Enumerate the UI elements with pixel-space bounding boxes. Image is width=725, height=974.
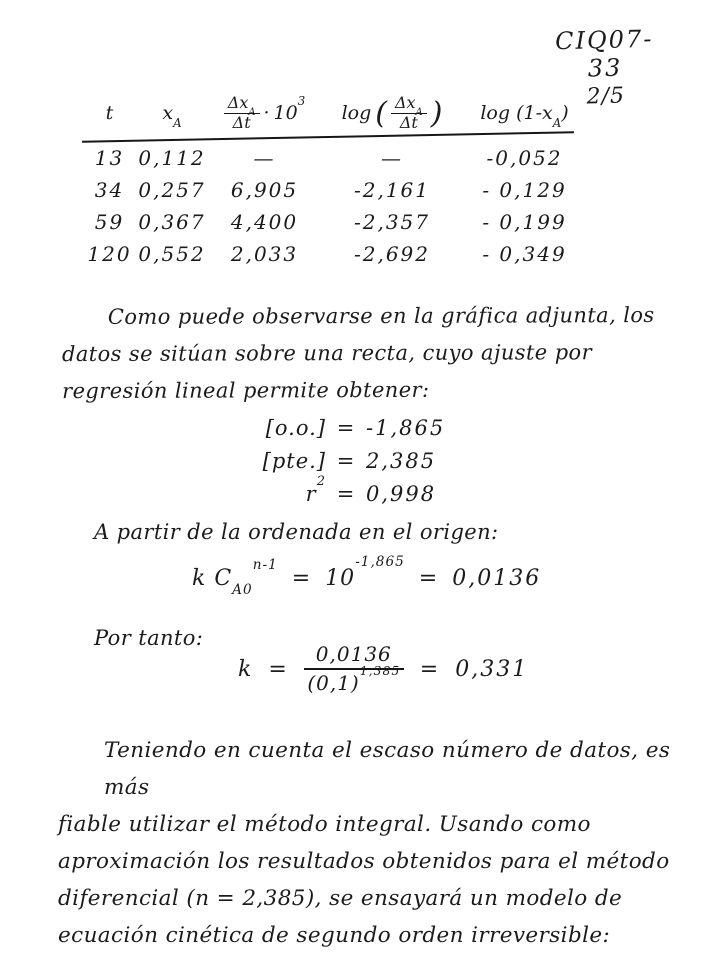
header-t-label: t	[105, 102, 114, 124]
column-header-rate	[207, 92, 322, 132]
kcao-result: 0,0136	[452, 566, 542, 591]
cell-logx: - 0,199	[482, 210, 567, 234]
k-fraction-denominator: $(0,1)^{1,385}$	[307, 662, 401, 695]
paragraph-line: Como puede observarse en la gráfica adjunta, los	[107, 303, 655, 329]
cell-rate: 2,033	[230, 242, 299, 266]
cell-t: 34	[94, 178, 125, 202]
equals-sign: =	[336, 482, 356, 506]
column-header-xa	[137, 102, 207, 131]
rate-fraction-denominator: Δt	[232, 112, 251, 132]
paragraph-line: regresión lineal permite obtener:	[62, 377, 430, 404]
equation-kcao	[192, 553, 542, 599]
column-header-lograte	[322, 92, 462, 132]
r-squared-label: $r^2$	[305, 474, 326, 506]
equals-sign: =	[291, 566, 312, 591]
kcao-lhs: k $C_{A0}^{n-1}$	[192, 556, 278, 599]
cell-xa: 0,112	[138, 146, 206, 170]
lograte-open-paren: (	[375, 95, 387, 131]
cell-xa: 0,552	[138, 242, 206, 266]
cell-logx: - 0,129	[482, 178, 567, 202]
table-row	[82, 142, 592, 174]
section-heading-por-tanto: Por tanto:	[94, 626, 204, 650]
regression-results	[238, 416, 445, 515]
column-header-t	[82, 102, 137, 124]
doc-code: CIQ07-33	[554, 24, 654, 83]
kinetics-data-table	[82, 90, 592, 270]
k-fraction-numerator: 0,0136	[304, 644, 404, 670]
section-heading-ordinate: A partir de la ordenada en el origen:	[94, 520, 499, 544]
cell-rate: —	[253, 146, 276, 170]
paragraph-conclusion	[58, 732, 708, 954]
equals-sign: =	[418, 566, 439, 591]
rate-fraction	[224, 92, 260, 132]
paragraph-line: fiable utilizar el método integral. Usando como	[58, 812, 591, 837]
equation-intercept	[238, 416, 445, 449]
cell-t: 120	[87, 242, 132, 266]
cell-xa: 0,257	[138, 178, 206, 202]
table-row	[82, 174, 592, 206]
equals-sign: =	[336, 449, 356, 473]
rate-fraction-numerator: $\Delta x_A$	[224, 95, 260, 114]
cell-t: 59	[94, 210, 125, 234]
cell-logx: - 0,349	[482, 242, 567, 266]
k-fraction	[304, 644, 404, 694]
lograte-fraction-numerator: $\Delta x_A$	[391, 95, 427, 114]
rate-power: $10^3$	[273, 93, 306, 124]
k-lhs: k	[238, 656, 253, 682]
logx-label: $\log (1-x_A)$	[480, 102, 569, 131]
cell-xa: 0,367	[138, 210, 206, 234]
slope-value: 2,385	[366, 449, 437, 473]
equals-sign: =	[268, 656, 288, 682]
table-header-row	[82, 90, 592, 136]
lograte-close-paren: )	[430, 95, 443, 131]
page-number: 2/5	[586, 83, 626, 110]
cell-lograte: -2,692	[353, 242, 430, 266]
equals-sign: =	[419, 656, 440, 682]
paragraph-line: aproximación los resultados obtenidos para el método	[58, 849, 670, 874]
paragraph-line: Teniendo en cuenta el escaso número de datos, es más	[104, 738, 671, 800]
paragraph-line: datos se sitúan sobre una recta, cuyo ajuste por	[61, 340, 593, 367]
lograte-fraction	[391, 92, 427, 132]
cell-lograte: -2,357	[353, 210, 430, 234]
rate-dot: ·	[263, 102, 270, 124]
r-squared-value: 0,998	[366, 482, 437, 506]
cell-lograte: -2,161	[353, 178, 430, 202]
cell-logx: -0,052	[486, 146, 563, 170]
paragraph-line: ecuación cinética de segundo orden irreversible:	[58, 923, 611, 948]
lograte-log-label: log	[341, 102, 372, 124]
cell-lograte: —	[381, 146, 403, 170]
lograte-fraction-denominator: Δt	[399, 112, 418, 132]
paragraph-observation	[62, 297, 682, 410]
cell-rate: 4,400	[230, 210, 299, 234]
header-xa-label: $x_A$	[162, 102, 182, 131]
equation-slope	[238, 449, 445, 482]
slope-label: [pte.]	[262, 449, 326, 473]
equation-k-final	[238, 644, 528, 694]
column-header-logx	[462, 102, 587, 131]
intercept-label: [o.o.]	[265, 416, 326, 440]
intercept-value: -1,865	[366, 416, 446, 440]
paragraph-line: diferencial (n = 2,385), se ensayará un modelo de	[58, 886, 623, 911]
equals-sign: =	[336, 416, 356, 440]
k-result: 0,331	[455, 656, 529, 682]
cell-rate: 6,905	[230, 178, 299, 202]
cell-t: 13	[94, 146, 125, 170]
table-row	[82, 238, 592, 270]
table-row	[82, 206, 592, 238]
equation-r-squared	[238, 474, 445, 515]
kcao-power-of-ten: $10^{-1,865}$	[325, 553, 405, 591]
